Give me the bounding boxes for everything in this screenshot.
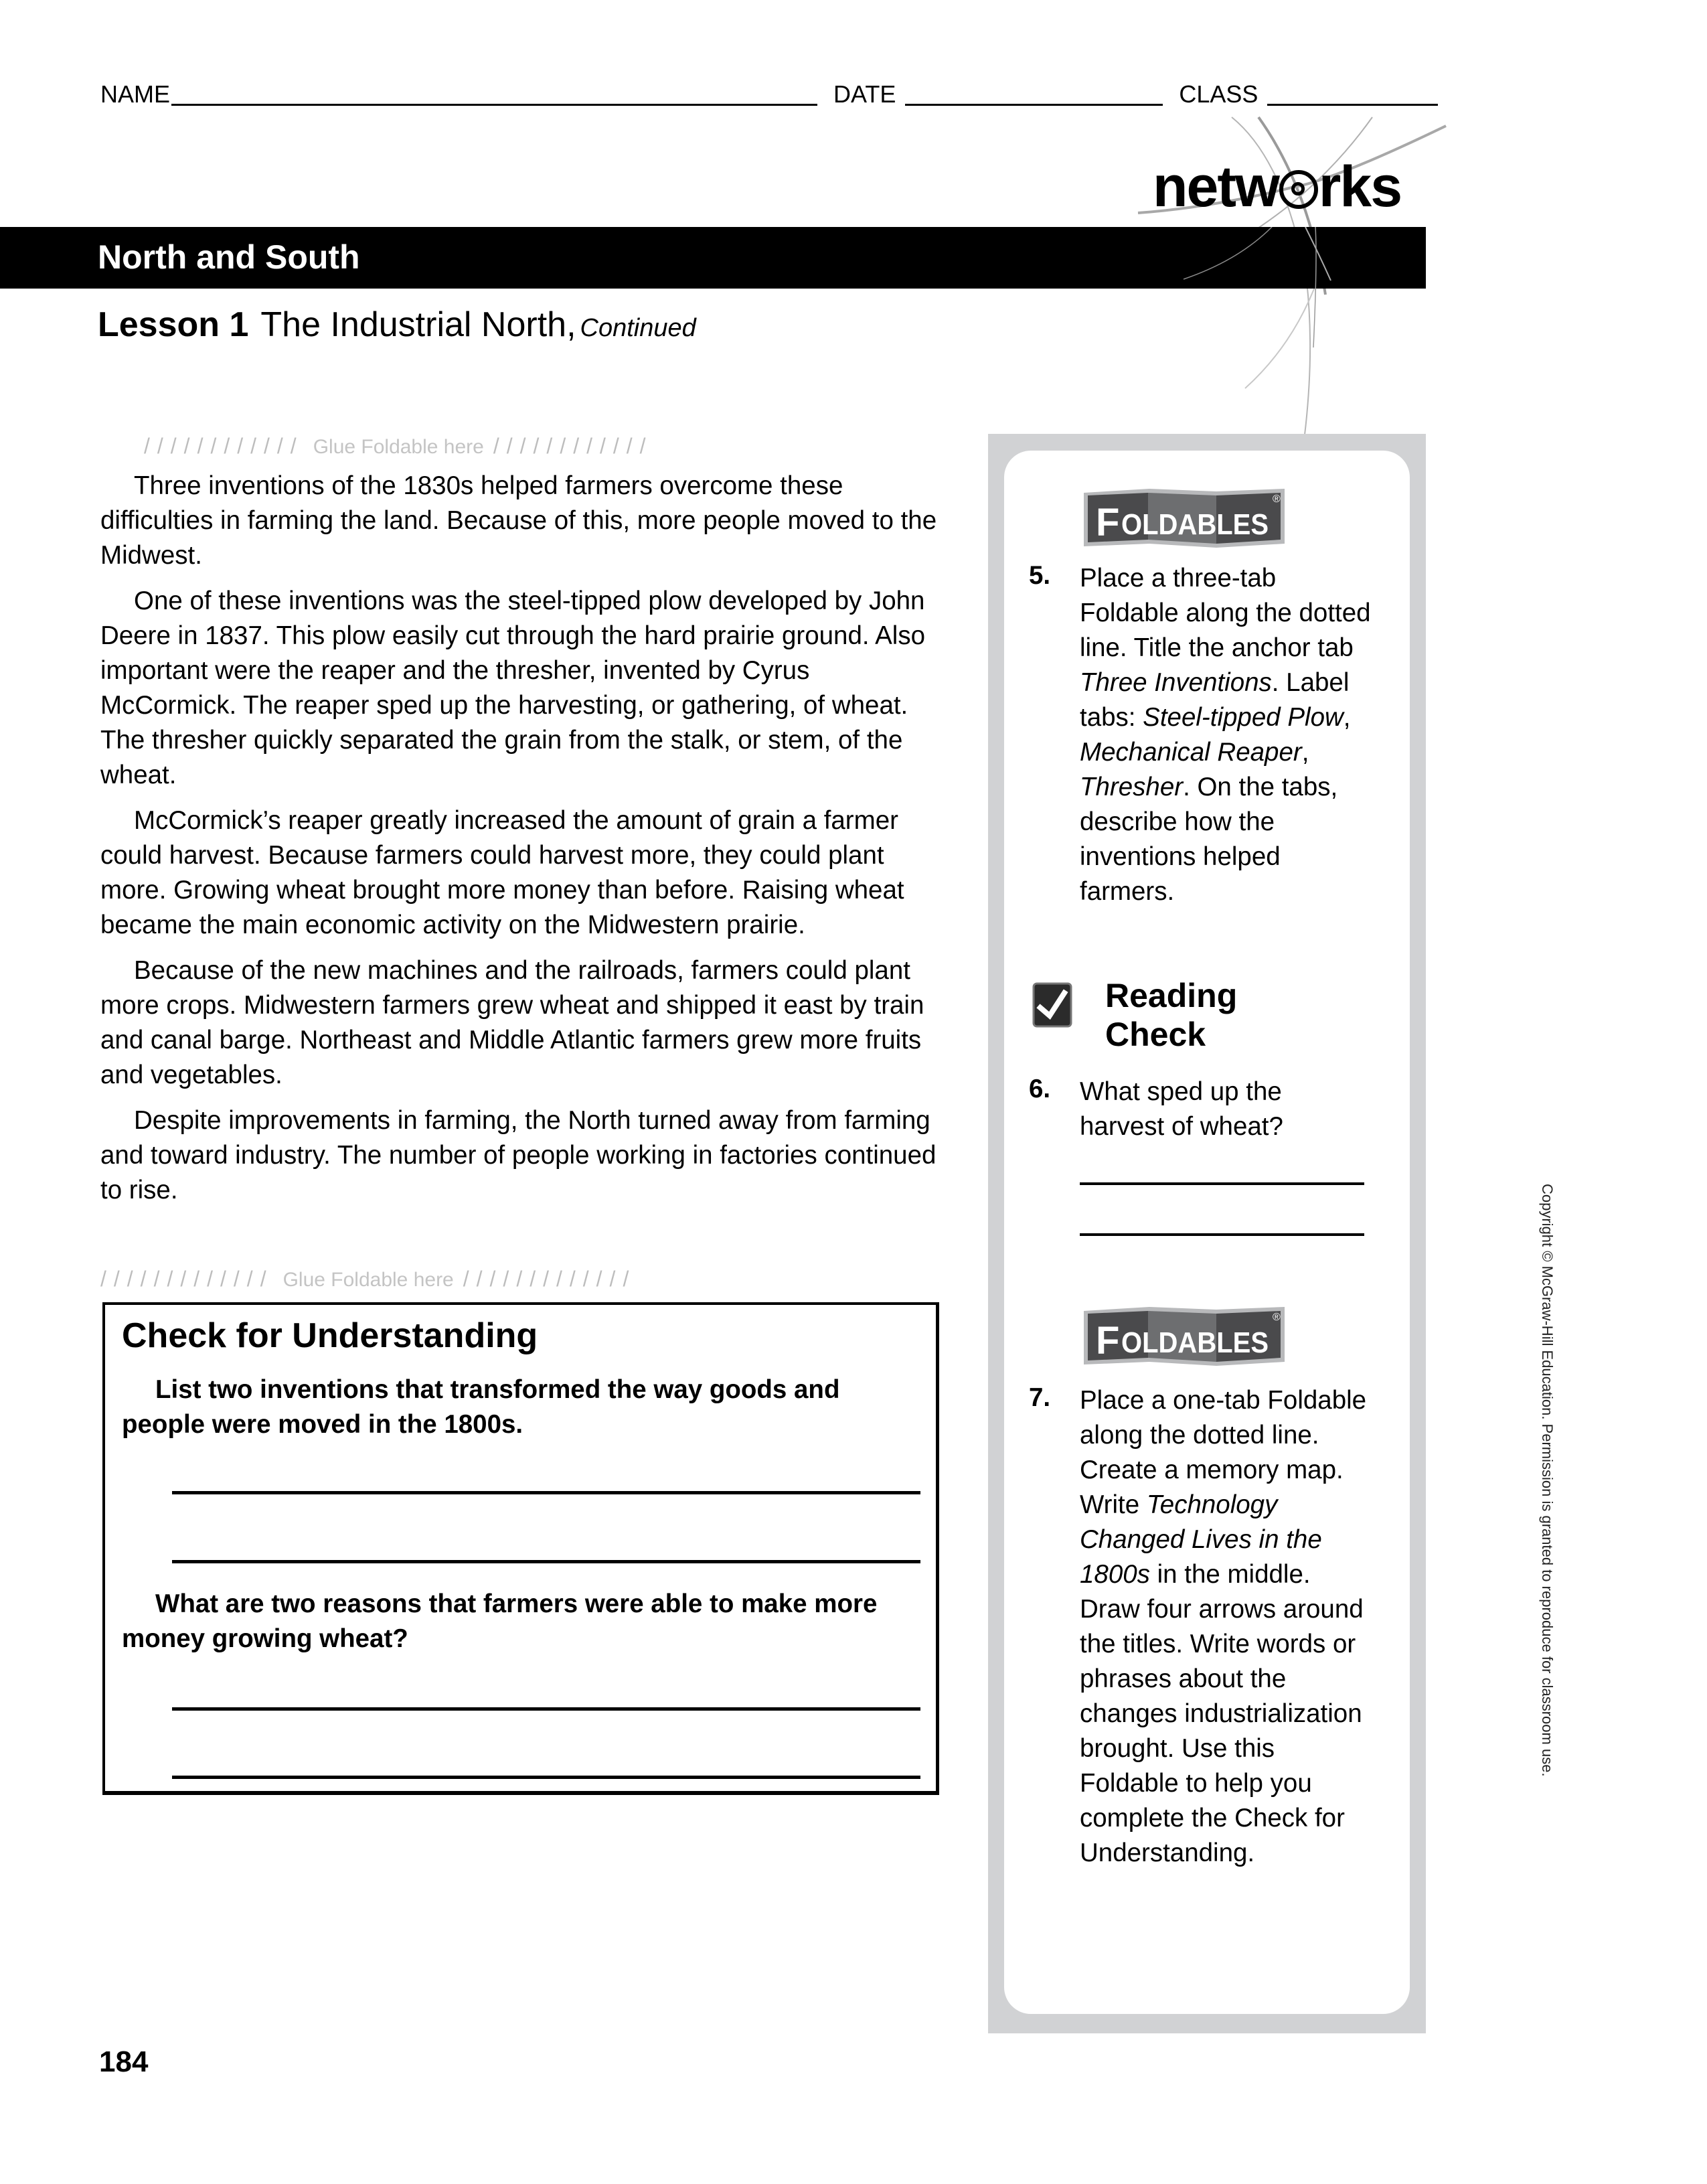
q5-text-part: . Label tabs: [1080,668,1350,732]
page-number: 184 [99,2045,149,2078]
lesson-continued: Continued [580,314,696,342]
question-7-number: 7. [1029,1383,1051,1412]
answer-line[interactable] [172,1707,920,1711]
q5-text-italic: Mechanical Reaper [1080,738,1302,767]
lesson-title: The Industrial North, [260,305,576,344]
q7-text-part: Place a one-tab Foldable along the dotted line. Create a memory map. Write [1080,1386,1367,1519]
q5-text-part: , [1343,703,1351,732]
answer-line[interactable] [172,1560,920,1563]
name-label: NAME [100,80,171,108]
student-info-fields [100,75,1439,108]
unit-title: North and South [98,238,360,276]
paragraph: Three inventions of the 1830s helped farmers overcome these difficulties in farming the land. Because of this, more people moved to the Midwest. [100,471,937,570]
question-7-text [1080,1383,1368,1871]
answer-line[interactable] [172,1776,920,1779]
band-swoosh-lines [1138,227,1419,361]
lesson-heading [98,305,696,345]
answer-line[interactable] [172,1491,920,1494]
reading-check-line2: Check [1105,1016,1206,1053]
glue-foldable-guide-bottom [100,1267,636,1292]
paragraph: Because of the new machines and the railroads, farmers could plant more crops. Midwestern farmers grew wheat and shipped it east by train and canal barge. Northeast and Middle Atlantic farmers grew more fruits and vegetables. [100,956,924,1089]
svg-text:®: ® [1273,493,1281,505]
question-6-text: What sped up the harvest of wheat? [1080,1077,1283,1141]
cfu-question-1 [122,1373,925,1442]
q7-text-italic: Technology Changed Lives in the 1800s [1080,1490,1322,1589]
glue-label: Glue Foldable here [313,436,484,458]
q5-text-part: , [1301,738,1309,767]
date-field[interactable] [905,82,1163,106]
glue-slashes-right: ///////////// [463,1267,637,1291]
svg-text:OLDABLES: OLDABLES [1121,508,1269,541]
name-field[interactable] [171,82,817,106]
logo-text-suffix: rks [1318,155,1402,219]
q5-text-part: . On the tabs, describe how the inventions helped farmers. [1080,773,1338,906]
cfu-question-1-text: List two inventions that transformed the way goods and people were moved in the 1800s. [122,1375,840,1439]
lesson-number: Lesson 1 [98,305,249,344]
svg-text:OLDABLES: OLDABLES [1121,1326,1269,1359]
question-6-number: 6. [1029,1075,1051,1103]
copyright-notice: Copyright © McGraw-Hill Education. Permission is granted to reproduce for classroom use. [1539,1184,1556,1777]
checkbox-check-icon [1031,981,1074,1030]
target-o-icon [1279,170,1318,209]
paragraph: McCormick’s reaper greatly increased the amount of grain a farmer could harvest. Because farmers could harvest more, they could plant more. Growing wheat brought more money than before. Raising wheat became the main economic activity on the Midwestern prairie. [100,806,904,939]
glue-foldable-guide-top [144,434,653,459]
q5-text-italic: Steel-tipped Plow [1143,703,1344,732]
svg-text:F: F [1096,501,1120,544]
question-5-text [1080,561,1374,909]
date-label: DATE [833,80,896,108]
glue-slashes-right: //////////// [493,434,653,458]
svg-text:F: F [1096,1319,1120,1362]
class-label: CLASS [1179,80,1258,108]
q5-text-part: Place a three-tab Foldable along the dotted line. Title the anchor tab [1080,564,1371,662]
foldables-logo-icon [1082,487,1290,549]
glue-label: Glue Foldable here [282,1269,454,1291]
svg-text:®: ® [1273,1312,1281,1323]
class-field[interactable] [1267,82,1438,106]
paragraph: One of these inventions was the steel-tipped plow developed by John Deere in 1837. This plow easily cut through the hard prairie ground. Also important were the reaper and the thresher, invented by Cyrus McCormick. The reaper sped up the harvesting, or gathering, of wheat. The thresher quickly separated the grain from the stalk, or stem, of the wheat. [100,587,926,789]
q5-text-italic: Thresher [1080,773,1184,801]
logo-text-prefix: netw [1153,155,1279,219]
cfu-question-2 [122,1587,925,1656]
foldables-logo-icon [1082,1306,1290,1367]
reading-check-line1: Reading [1105,977,1238,1014]
glue-slashes-left: ///////////// [100,1267,274,1291]
question-5-number: 5. [1029,561,1051,590]
glue-slashes-left: //////////// [144,434,304,458]
cfu-question-2-text: What are two reasons that farmers were able to make more money growing wheat? [122,1589,878,1653]
check-for-understanding-title: Check for Understanding [122,1316,538,1355]
paragraph: Despite improvements in farming, the North turned away from farming and toward industry. The number of people working in factories continued to rise. [100,1106,937,1204]
reading-check-title [1105,976,1237,1054]
q7-text-part: in the middle. Draw four arrows around the titles. Write words or phrases about the changes industrialization brought. Use this Foldable to help you complete the Check for Understanding. [1080,1560,1364,1867]
q5-text-italic: Three Inventions [1080,668,1272,697]
reading-passage [100,469,951,1219]
answer-line[interactable] [1080,1182,1364,1185]
answer-line[interactable] [1080,1233,1364,1236]
